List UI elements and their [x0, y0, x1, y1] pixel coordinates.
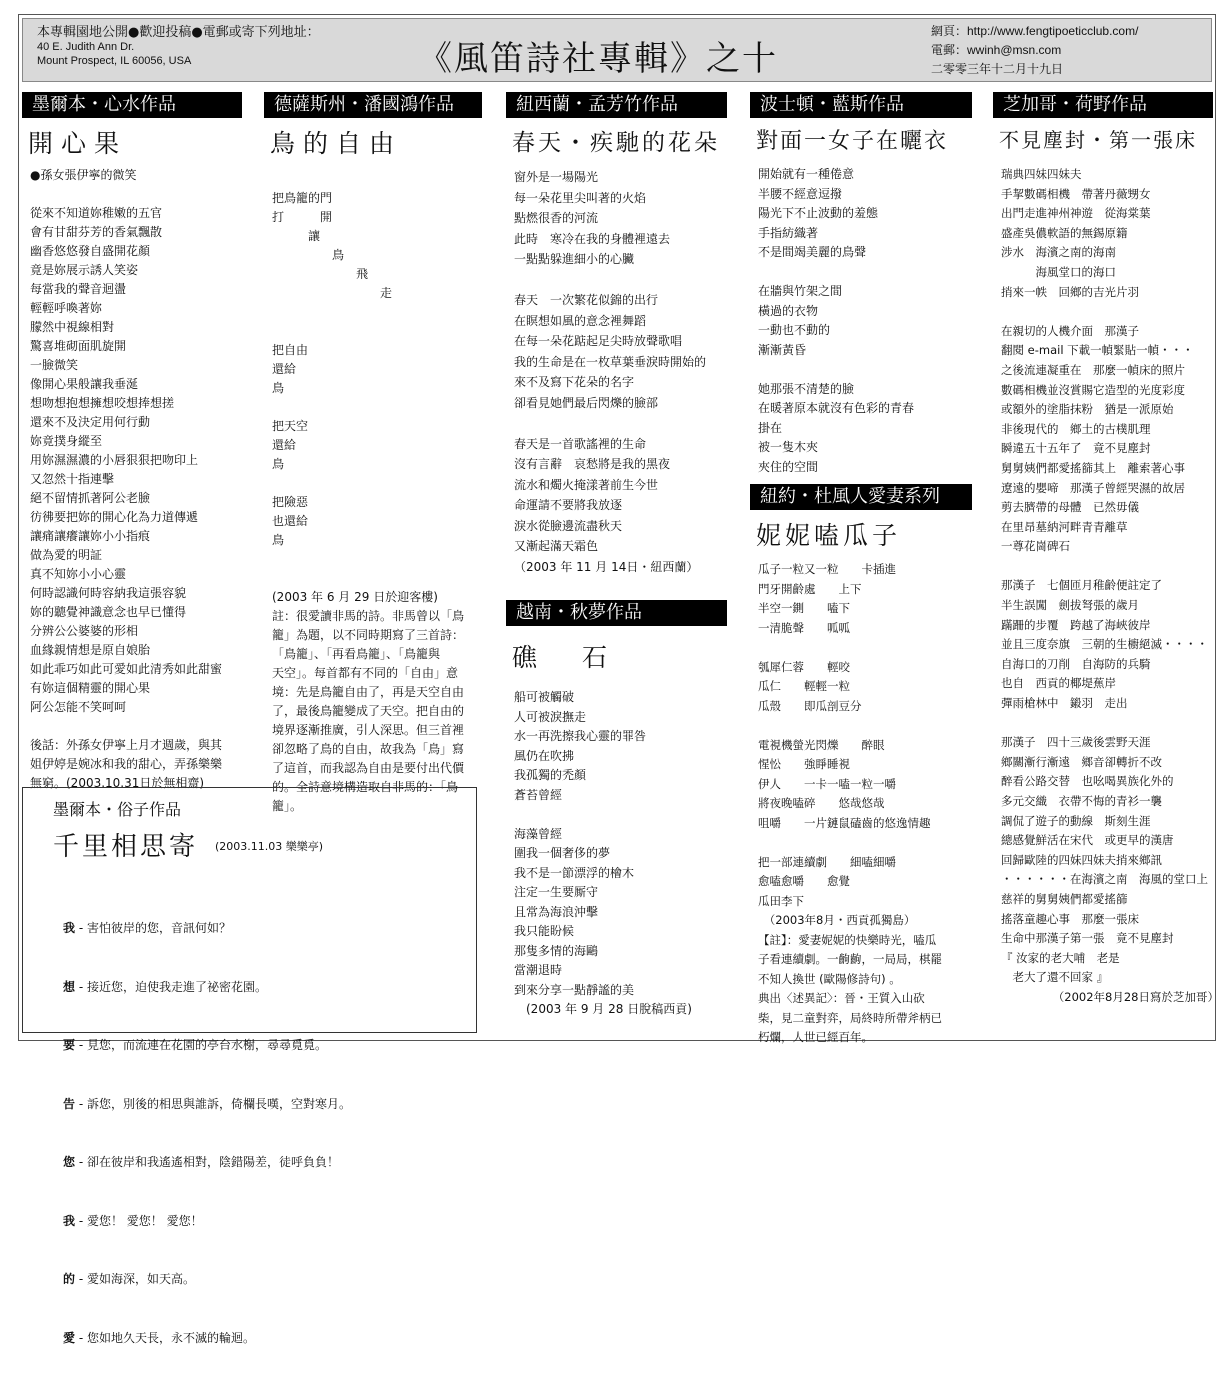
column-2: [264, 92, 482, 816]
acrostic-line: 愛 - 您如地久天長，永不滅的輪迴。: [63, 1330, 255, 1345]
poem-title: 對面一女子在曬衣: [756, 129, 949, 154]
header: [22, 18, 1212, 82]
poem-date: (2003.11.03 樂樂亭): [215, 840, 324, 853]
poem-title: 千里相思寄: [53, 832, 199, 862]
author-banner: 波士頓・藍斯作品: [750, 92, 972, 118]
acrostic-line: 的 - 愛如海深，如天高。: [63, 1272, 195, 1286]
acrostic-box: [22, 787, 477, 1345]
header-contact: [931, 22, 1138, 79]
website[interactable]: 網頁：http://www.fengtipoeticclub.com/: [931, 24, 1139, 38]
author-banner: 墨爾本・俗子作品: [53, 800, 182, 819]
poem-title: 鳥的自由: [270, 129, 403, 158]
author-banner: 越南・秋夢作品: [506, 600, 727, 626]
poem-title: 礁 石: [512, 643, 618, 672]
email[interactable]: 電郵：wwinh@msn.com: [931, 43, 1062, 57]
issue-date: 二零零三年十二月十九日: [931, 62, 1064, 76]
page-title: 《風笛詩社專輯》之十: [418, 39, 778, 79]
acrostic-line: 我 - 害怕彼岸的您，音訊何如？: [63, 921, 231, 935]
poem-body: 瓜子一粒又一粒 卡插進 門牙開齡處 上下 半空一鍘 嗑下 一清脆聲 呱呱 瓠犀仁蓉 輕咬 瓜仁 輕輕一粒 瓜殼 即瓜剖豆分 電視機螢光閃爍 醉眼 惺忪 強睜睡視 伊人 一卡一嗑一粒一嚼 將夜晚嗑碎 悠哉悠哉 咀嚼 一片鏈鼠磕齒的悠逸情趣 把一部連續劇 細嗑細嚼 愈嗑愈嚼 愈覺 瓜田李下 （2003年8月・西貢孤獨島） 【註】：愛妻妮妮的快樂時光，嗑瓜 子看連續劇。一齣齣，一局局，棋罷 不知人換世 (歐陽修詩句) 。 典出〈述異記〉：晉・王質入山砍 柴，見二童對弈，局終時所帶斧柄已 朽爛，人世已經百年。: [758, 562, 942, 1044]
acrostic-line: 要 - 見您，而流連在花園的亭台水榭，尋尋覓覓。: [63, 1038, 327, 1052]
author-banner: 紐約・杜風人愛妻系列: [750, 484, 972, 510]
poem-body: 瑞典四妹四妹夫 手挈數碼相機 帶著丹薇甥女 出門走進神州神遊 從海棠葉 盛產吳儂軟語的無錫原籍 涉水 海濱之南的海南 海風堂口的海口 捎來一帙 回鄉的吉光片羽 在親切的人機介面 那漢子 翻閱 e-mail 下載一幀緊貼一幀・・・ 之後流連凝重在 那麼一幀床的照片 數碼相機並沒賞賜它造型的光度彩度 或額外的塗脂抹粉 猶是一派原始 非後現代的 鄉土的古樸肌理 瞬違五十五年了 竟不見塵封 舅舅姨們都愛搖篩其上 離索著心事 遼遠的嬰啼 那漢子曾經哭濕的故居 剪去臍帶的母體 已然毋儀 在里昂墓納河畔青青離草 一尊花崗碑石 那漢子 七個匝月稚齡便註定了 半生誤闖 劍拔弩張的歲月 蹣跚的步覆 跨越了海峽彼岸 並且三度奈旗 三朝的生櫥絕滅・・・・ 自海口的刀削 自海防的兵騎 也自 西貢的椰堤蕉岸 彈雨槍林中 鎩羽 走出 那漢子 四十三歲後雲野天涯 鄉關漸行漸遠 鄉音卻轉折不改 醉看公路交替 也吆喝異族化外的 多元交織 衣帶不悔的青衫一襲 調侃了遊子的動線 斯刻生涯 總感覺鮮活在宋代 或更早的漢唐 回歸歐陸的四妹四妹夫捎來鄉訊 ・・・・・・在海濱之南 海風的堂口上 慈祥的舅舅姨們都愛搖篩 搖落童趣心事 那麼一張床 生命中那漢子第一張 竟不見塵封 『 汝家的老大哺 老是 老大了還不回家 』 （2002年8月28日寫於芝加哥）: [1001, 167, 1219, 1004]
column-5: [993, 92, 1219, 1008]
acrostic-line: 您 - 卻在彼岸和我遙遙相對，陰錯陽差，徒呼負負！: [63, 1155, 339, 1169]
poem-body: 窗外是一場陽光 每一朵花里尖叫著的火焰 點燃很香的河流 此時 寒冷在我的身體裡遠去 一點點躲進細小的心臟 春天 一次繁花似錦的出行 在瞑想如風的意念裡舞蹈 在每一朵花踮起足尖時放聲歌唱 我的生命是在一枚草葉垂淚時開始的 來不及寫下花朵的名字 卻看見她們最后閃爍的臉部 春天是一首歌謠裡的生命 沒有言辭 哀愁將是我的黑夜 流水和燭火掩漾著前生今世 命運請不要將我放逐 淚水從臉邊流盡秋天 又漸起滿天霜色 （2003 年 11 月 14日・紐西蘭）: [514, 170, 707, 574]
column-4b: [750, 484, 972, 1048]
submission-note: 本專輯園地公開●歡迎投稿●電郵或寄下列地址：: [37, 25, 320, 40]
acrostic-line: 想 - 接近您，迫使我走進了祕密花園。: [63, 979, 267, 994]
address-line-2: Mount Prospect, IL 60056, USA: [37, 55, 192, 67]
column-4: [750, 92, 972, 477]
author-banner: 紐西蘭・孟芳竹作品: [506, 92, 727, 118]
column-3b: [506, 600, 727, 1020]
poem-title: 春天・疾馳的花朵: [512, 130, 720, 156]
author-banner: 德薩斯州・潘國鴻作品: [264, 92, 482, 118]
header-info: [37, 25, 320, 68]
author-banner: 芝加哥・荷野作品: [993, 92, 1213, 118]
poem-title: 不見塵封・第一張床: [999, 128, 1197, 152]
column-1: [22, 92, 242, 793]
poem-body: 把鳥籠的門 打 開 讓 鳥 飛 走 把自由 還給 鳥 把天空 還給 鳥 把險惡 也還給 鳥 (2003 年 6 月 29 日於迎客樓) 註：很愛讀非馬的詩。非馬曾以「鳥 籠」為題，以不同時期寫了三首詩： 「鳥籠」、「再看鳥籠」、「鳥籠與 天空」。每首都有不同的「自由」意 境：先是鳥籠自由了，再是天空自由 了，最後鳥籠變成了天空。把自由的 境界逐漸推廣，引人深思。但三首裡 卻忽略了鳥的自由，故我為「鳥」寫 了這首，而我認為自由是要付出代價 的。全詩意境構造取自非馬的：「鳥 籠」。: [272, 191, 465, 813]
column-3: [506, 92, 727, 577]
poem-body: ●孫女張伊寧的微笑 從來不知道妳稚嫩的五官 會有甘甜芬芳的香氣飄散 幽香悠悠發自盛開花顏 竟是妳展示誘人笑姿 每當我的聲音迴盪 輕輕呼喚著妳 朦然中視線相對 驚喜堆砌面肌旋開 一臉微笑 像開心果般讓我垂涎 想吻想抱想擁想咬想捧想搓 還來不及決定用何行動 妳竟撲身縱至 用妳濕濕濃的小唇狠狠把吻印上 又忽然十指連擊 絕不留情抓著阿公老臉 彷彿要把妳的開心化為力道傳遞 讓痛讓癢讓妳小小指痕 做為愛的明証 真不知妳小小心靈 何時認識何時容納我這張容貌 妳的聽覺神識意念也早已懂得 分辨公公婆婆的形相 血緣親情想是原自娘胎 如此乖巧如此可愛如此清秀如此甜蜜 有妳這個精靈的開心果 阿公怎能不笑呵呵 後話：外孫女伊寧上月才週歲，與其 姐伊婷是婉冰和我的甜心，弄孫樂樂 無窮。(2003.10.31日於無相齋): [30, 168, 223, 790]
poem-title: 妮妮嗑瓜子: [756, 521, 902, 550]
poem-body: 船可被觸破 人可被淚撫走 水一再洗擦我心靈的罪咎 風仍在吹拂 我孤獨的禿顏 蒼苔曾經 海藻曾經 圍我一個奢侈的夢 我不是一節漂浮的檜木 注定一生要厮守 且常為海浪沖擊 我只能盼候 那隻多情的海鷗 當潮退時 到來分享一點靜謐的美 (2003 年 9 月 28 日脫稿西貢): [514, 690, 692, 1016]
address-line-1: 40 E. Judith Ann Dr.: [37, 41, 135, 53]
acrostic-line: 告 - 訴您，別後的相思與誰訴，倚欄長嘆，空對寒月。: [63, 1096, 351, 1111]
poem-title: 開心果: [28, 129, 128, 158]
poem-body: 開始就有一種倦意 半腰不經意逗撥 陽光下不止波動的羞態 手指紡織著 不是間竭美麗的鳥聲 在牆與竹架之間 橫過的衣物 一動也不動的 漸漸黃昏 她那張不清楚的臉 在暖著原本就沒有色彩的青春 掛在 被一隻木夾 夾住的空間: [758, 167, 915, 474]
acrostic-lines: [63, 880, 351, 1387]
author-banner: 墨爾本・心水作品: [22, 92, 242, 118]
acrostic-line: 我 - 愛您！ 愛您！ 愛您！: [63, 1213, 203, 1228]
